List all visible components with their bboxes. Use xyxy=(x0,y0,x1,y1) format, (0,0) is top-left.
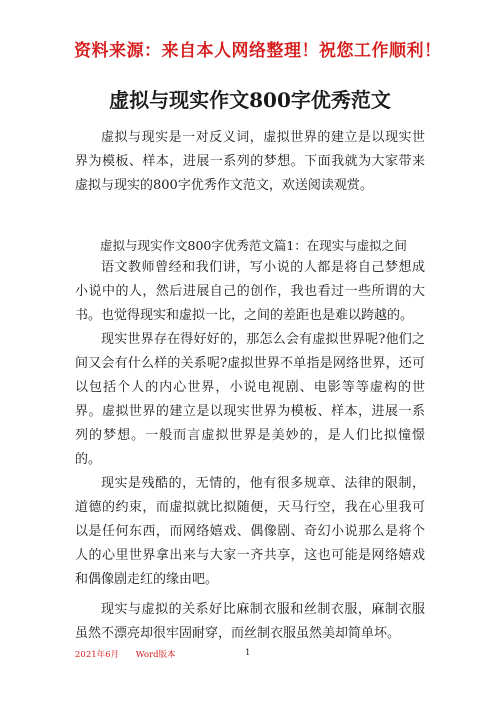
intro-block xyxy=(75,126,425,198)
page-footer xyxy=(75,648,190,660)
source-banner: 资料来源：来自本人网络整理！祝您工作顺利！ xyxy=(74,41,442,61)
intro-paragraph: 虚拟与现实是一对反义词，虚拟世界的建立是以现实世界为模板、样本，进展一系列的梦想。下面我就为大家带来虚拟与现实的800字优秀作文范文，欢送阅读观赏。 xyxy=(75,130,425,193)
page-title: 虚拟与现实作文800字优秀范文 xyxy=(109,88,391,112)
body-paragraph: 语文教师曾经和我们讲，写小说的人都是将自己梦想成小说中的人，然后进展自己的创作，我也看过一些所谓的大书。也觉得现实和虚拟一比，之间的差距也是难以跨越的。 xyxy=(75,260,425,323)
footer-date: 2021年6月 xyxy=(75,650,120,660)
footer-version: Word版本 xyxy=(135,650,176,660)
article-body-continued xyxy=(75,598,425,646)
body-paragraph: 现实是残酷的，无情的，他有很多规章、法律的限制，道德的约束，而虚拟就比拟随便，天马行空，我在心里我可以是任何东西，而网络嬉戏、偶像剧、奇幻小说那么是将个人的心里世界拿出来与大家一齐共享，这也可能是网络嬉戏和偶像剧走红的缘由吧。 xyxy=(75,476,425,587)
page-number: 1 xyxy=(245,648,251,658)
body-paragraph: 现实与虚拟的关系好比麻制衣服和丝制衣服，麻制衣服虽然不漂亮却很牢固耐穿，而丝制衣服虽然美却简单坏。 xyxy=(75,602,425,641)
section-subtitle: 虚拟与现实作文800字优秀范文篇1：在现实与虚拟之间 xyxy=(100,238,407,253)
article-body xyxy=(75,256,425,592)
body-paragraph: 现实世界存在得好好的，那怎么会有虚拟世界呢?他们之间又会有什么样的关系呢?虚拟世界不单指是网络世界，还可以包括个人的内心世界，小说电视剧、电影等等虚构的世界。虚拟世界的建立是以现实世界为模板、样本，进展一系列的梦想。一般而言虚拟世界是美妙的，是人们比拟憧憬的。 xyxy=(75,332,425,467)
